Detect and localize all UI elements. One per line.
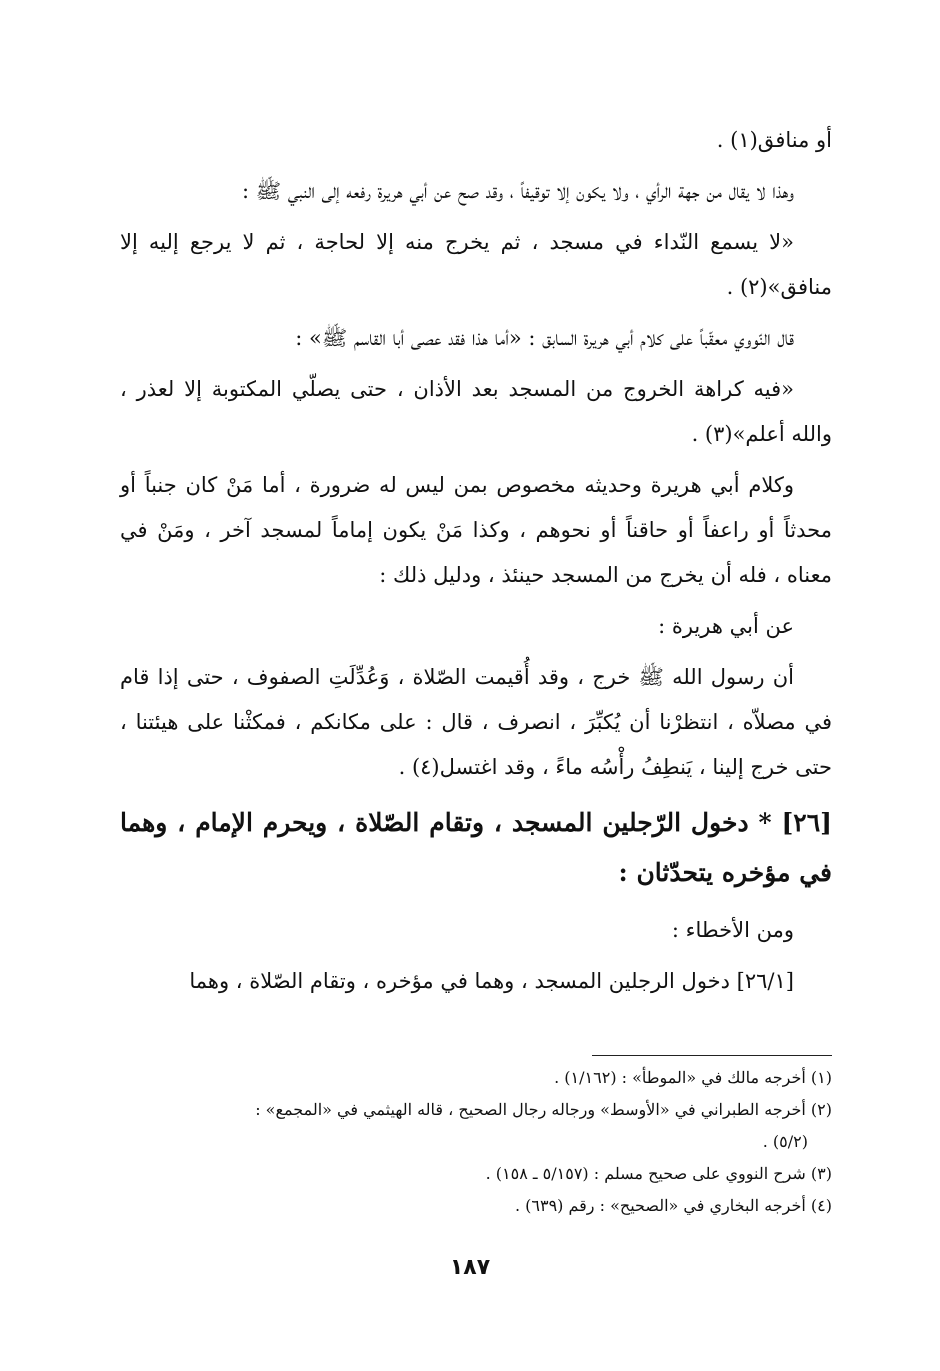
footnote-separator — [592, 1055, 832, 1056]
narrator-line: عن أبي هريرة : — [658, 614, 794, 638]
errors-intro: ومن الأخطاء : — [671, 918, 794, 942]
paragraph-exceptions: وكلام أبي هريرة وحديثه مخصوص بمن ليس له ضرورة ، أما مَنْ كان جنباً أو محدثاً أو راعفاً أو حاقناً أو نحوهم ، وكذا مَنْ يكون إماماً لمسجد آخر ، ومَنْ في معناه ، فله أن يخرج من المسجد حينئذ ، ودليل ذلك : — [120, 473, 832, 587]
footnote-3: (٣) شرح النووي على صحيح مسلم : (٥/١٥٧ ـ ١٥٨) . — [485, 1164, 832, 1183]
nawawi-quote: «فيه كراهة الخروج من المسجد بعد الأذان ، حتى يصلّي المكتوبة إلا لعذر ، والله أعلم»(٣) . — [120, 377, 832, 446]
section-heading: [٢٦] * دخول الرّجلين المسجد ، وتقام الصّلاة ، ويحرم الإمام ، وهما في مؤخره يتحدّثان : — [120, 808, 832, 887]
footnote-1: (١) أخرجه مالك في «الموطأ» : (١/١٦٢) . — [554, 1068, 832, 1087]
paragraph-nawawi: قال النّووي معقّباً على كلام أبي هريرة السابق : «أما هذا فقد عصى أبا القاسم ﷺ» : — [295, 326, 794, 350]
paragraph-1: أو منافق(١) . — [716, 128, 832, 152]
hadith-text-2: أن رسول الله ﷺ خرج ، وقد أُقيمت الصّلاة ، وَعُدِّلَتِ الصفوف ، حتى إذا قام في مصلاّه ، انتظرْنا أن يُكبِّرَ ، انصرف ، قال : على مكانكم ، فمكثْنا على هيئتنا ، حتى خرج إلينا ، يَنطِفُ رأْسُه ماءً ، وقد اغتسل(٤) . — [120, 665, 832, 779]
footnotes — [120, 1062, 832, 1222]
paragraph-2: وهذا لا يقال من جهة الرأي ، ولا يكون إلا توقيفاً ، وقد صح عن أبي هريرة رفعه إلى النبي ﷺ : — [242, 179, 794, 203]
footnote-2: (٢) أخرجه الطبراني في «الأوسط» ورجاله رجال الصحيح ، قاله الهيثمي في «المجمع» : — [255, 1100, 832, 1119]
footnote-4: (٤) أخرجه البخاري في «الصحيح» : رقم (٦٣٩) . — [514, 1196, 832, 1215]
page-number: ١٨٧ — [449, 1255, 491, 1280]
footnote-2-continued: (٥/٢) . — [762, 1132, 808, 1151]
error-item-26-1: [٢٦/١] دخول الرجلين المسجد ، وهما في مؤخره ، وتقام الصّلاة ، وهما — [189, 969, 794, 993]
page-body — [120, 118, 832, 1010]
hadith-quote-1: «لا يسمع النّداء في مسجد ، ثم يخرج منه إلا لحاجة ، ثم لا يرجع إليه إلا منافق»(٢) . — [120, 230, 832, 299]
